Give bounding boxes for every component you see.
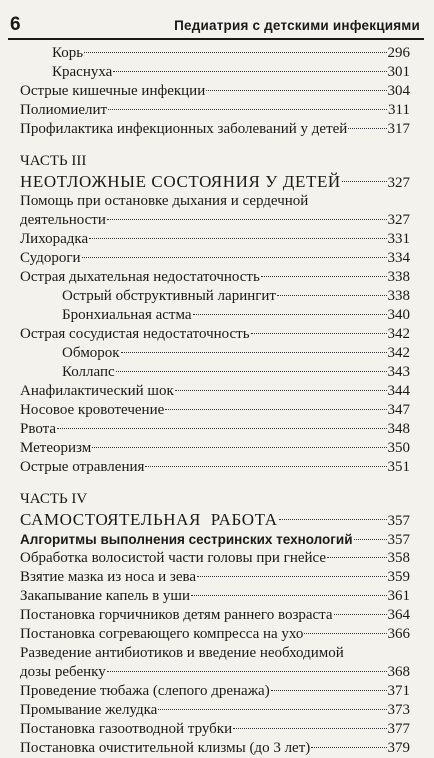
toc-entry-page: 351 (387, 459, 410, 475)
dot-leader (261, 276, 387, 277)
toc-entry-page: 342 (387, 326, 410, 342)
dot-leader (89, 238, 386, 239)
dot-leader (311, 747, 386, 748)
dot-leader (158, 709, 386, 710)
toc-entry-page: 358 (387, 550, 410, 566)
part-4-title-page: 357 (387, 513, 410, 529)
part-4-title: САМОСТОЯТЕЛЬНАЯ РАБОТА (20, 510, 278, 529)
toc-entry (20, 325, 410, 344)
toc-entry-page: 368 (387, 664, 410, 680)
toc-entry-page: 340 (387, 307, 410, 323)
dot-leader (327, 557, 386, 558)
toc-entry-page: 373 (387, 702, 410, 718)
dot-leader (233, 728, 386, 729)
dot-leader (271, 690, 387, 691)
toc-entry (20, 82, 410, 101)
dot-leader (193, 314, 387, 315)
part-3-title-line (20, 171, 410, 192)
toc-entry-title: Острые отравления (20, 459, 145, 475)
toc-entry (20, 530, 410, 549)
toc-entry-title-line2: деятельности (20, 212, 106, 228)
toc-entry-title: Проведение тюбажа (слепого дренажа) (20, 683, 270, 699)
table-of-contents (20, 44, 410, 758)
dot-leader (116, 371, 387, 372)
toc-entry-title: Взятие мазка из носа и зева (20, 569, 197, 585)
part-3-title-page: 327 (387, 175, 410, 191)
toc-entry (20, 287, 410, 306)
toc-entry-page: 317 (387, 121, 410, 137)
toc-entry-title-line1: Разведение антибиотиков и введение необходимой (20, 645, 344, 661)
toc-entry-page: 359 (387, 569, 410, 585)
toc-entry-page: 301 (387, 64, 410, 80)
toc-entry-page: 377 (387, 721, 410, 737)
page-number: 6 (10, 14, 21, 35)
toc-entry (20, 44, 410, 63)
toc-entry (20, 420, 410, 439)
toc-entry (20, 625, 410, 644)
toc-entry-title: Судороги (20, 250, 81, 266)
toc-entry-title: Обморок (62, 345, 120, 361)
dot-leader (121, 352, 387, 353)
dot-leader (206, 90, 386, 91)
toc-entry-title: Постановка очистительной клизмы (до 3 лет) (20, 740, 311, 756)
toc-entry (20, 63, 410, 82)
toc-entry-title: Бронхиальная астма (62, 307, 192, 323)
dot-leader (57, 428, 386, 429)
toc-entry (20, 268, 410, 287)
toc-entry-page: 347 (387, 402, 410, 418)
toc-entry (20, 120, 410, 139)
toc-entry-title: Промывание желудка (20, 702, 158, 718)
dot-leader (348, 128, 386, 129)
toc-entry-title: Носовое кровотечение (20, 402, 165, 418)
toc-entry-title: Острый обструктивный ларингит (62, 288, 276, 304)
dot-leader (304, 633, 386, 634)
toc-entry-page: 366 (387, 626, 410, 642)
toc-entry (20, 306, 410, 325)
toc-entry-page: 379 (387, 740, 410, 756)
toc-entry-title: Алгоритмы выполнения сестринских технологий (20, 532, 353, 547)
toc-entry-title: Профилактика инфекционных заболеваний у детей (20, 121, 348, 137)
running-title: Педиатрия с детскими инфекциями (174, 18, 420, 33)
toc-entry-page: 331 (387, 231, 410, 247)
dot-leader (334, 614, 387, 615)
toc-entry-page: 350 (387, 440, 410, 456)
toc-entry-title: Острые кишечные инфекции (20, 83, 206, 99)
toc-entry-page: 327 (387, 212, 410, 228)
toc-entry-title: Метеоризм (20, 440, 92, 456)
toc-entry (20, 401, 410, 420)
toc-entry (20, 682, 410, 701)
toc-entry-page: 344 (387, 383, 410, 399)
part-4-label: ЧАСТЬ IV (20, 491, 88, 507)
page-header (8, 14, 424, 40)
dot-leader (342, 181, 387, 182)
toc-entry-title-line2: дозы ребенку (20, 664, 106, 680)
toc-entry (20, 720, 410, 739)
part-3-entries (20, 192, 410, 477)
toc-entry-title: Постановка горчичников детям раннего возраста (20, 607, 333, 623)
dot-leader (165, 409, 386, 410)
toc-entry-page: 357 (387, 532, 410, 548)
toc-entry (20, 644, 410, 682)
toc-entry-title: Коллапс (62, 364, 115, 380)
toc-entry-title: Острая сосудистая недостаточность (20, 326, 250, 342)
toc-entry (20, 249, 410, 268)
part-4-entries (20, 530, 410, 758)
toc-entry (20, 192, 410, 230)
dot-leader (92, 447, 386, 448)
toc-entry-page: 304 (387, 83, 410, 99)
dot-leader (84, 52, 386, 53)
toc-entry-page: 311 (388, 102, 410, 118)
toc-entry-title: Корь (52, 45, 84, 61)
dot-leader (191, 595, 387, 596)
toc-entry (20, 101, 410, 120)
toc-entry-title: Рвота (20, 421, 57, 437)
part-4-title-line (20, 509, 410, 530)
part-3-title: НЕОТЛОЖНЫЕ СОСТОЯНИЯ У ДЕТЕЙ (20, 172, 341, 191)
dot-leader (175, 390, 387, 391)
dot-leader (251, 333, 387, 334)
toc-entry (20, 344, 410, 363)
toc-entry-page: 348 (387, 421, 410, 437)
toc-entry (20, 382, 410, 401)
toc-entry-title: Острая дыхательная недостаточность (20, 269, 260, 285)
toc-entry-page: 371 (387, 683, 410, 699)
dot-leader (107, 219, 387, 220)
toc-entry-page: 296 (387, 45, 410, 61)
toc-entry-page: 334 (387, 250, 410, 266)
dot-leader (145, 466, 386, 467)
toc-entry (20, 363, 410, 382)
toc-entry (20, 549, 410, 568)
toc-entry-title: Постановка согревающего компресса на ухо (20, 626, 304, 642)
toc-entry-title: Постановка газоотводной трубки (20, 721, 233, 737)
toc-entry-title: Анафилактический шок (20, 383, 174, 399)
toc-entry-title: Закапывание капель в уши (20, 588, 190, 604)
dot-leader (82, 257, 387, 258)
toc-entry-page: 342 (387, 345, 410, 361)
toc-entry-page: 364 (387, 607, 410, 623)
toc-entry-title: Полиомиелит (20, 102, 108, 118)
dot-leader (108, 109, 387, 110)
toc-entry (20, 439, 410, 458)
dot-leader (197, 576, 386, 577)
toc-entry (20, 606, 410, 625)
toc-entry-title: Лихорадка (20, 231, 89, 247)
toc-entry (20, 701, 410, 720)
part-3-label: ЧАСТЬ III (20, 153, 87, 169)
toc-entry (20, 568, 410, 587)
toc-entry-page: 338 (387, 269, 410, 285)
toc-entry-page: 343 (387, 364, 410, 380)
toc-entry-page: 338 (387, 288, 410, 304)
dot-leader (354, 539, 387, 540)
toc-entry-page: 361 (387, 588, 410, 604)
dot-leader (113, 71, 386, 72)
toc-entry-title: Краснуха (52, 64, 113, 80)
dot-leader (277, 295, 387, 296)
toc-entry-title: Обработка волосистой части головы при гнейсе (20, 550, 327, 566)
toc-entry (20, 458, 410, 477)
toc-entry (20, 230, 410, 249)
dot-leader (279, 519, 387, 520)
toc-entry (20, 739, 410, 758)
toc-entry-title-line1: Помощь при остановке дыхания и сердечной (20, 193, 309, 209)
toc-block-infections (20, 44, 410, 139)
dot-leader (107, 671, 387, 672)
toc-entry (20, 587, 410, 606)
